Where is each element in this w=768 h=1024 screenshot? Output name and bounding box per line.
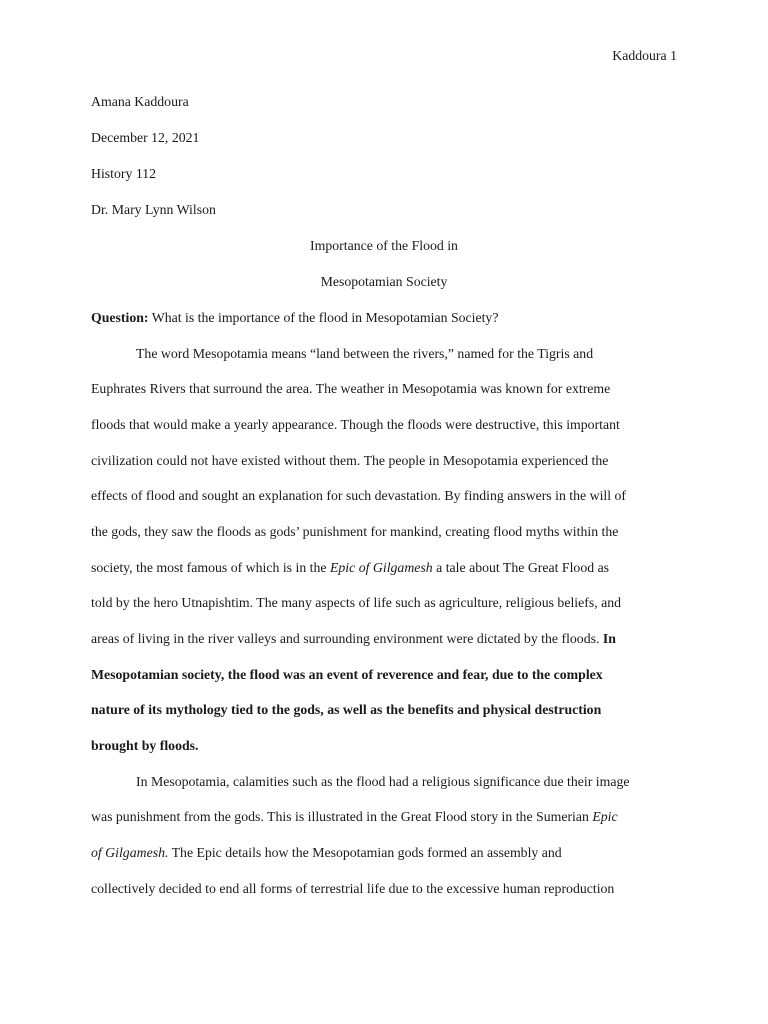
question-text: What is the importance of the flood in Mesopotamian Society?	[151, 310, 499, 325]
p1-line-2: Euphrates Rivers that surround the area. The weather in Mesopotamia was known for extreme	[91, 381, 611, 396]
p1-line-1: The word Mesopotamia means “land between the rivers,” named for the Tigris and	[136, 346, 594, 361]
thesis-line-3: brought by floods.	[91, 738, 199, 753]
p2-line-3-end: The Epic details how the Mesopotamian gods formed an assembly and	[168, 845, 562, 860]
p1-line-7	[91, 558, 679, 578]
p2-line-2	[91, 807, 679, 827]
book-title-part-1: Epic	[592, 809, 618, 824]
instructor-name: Dr. Mary Lynn Wilson	[91, 202, 216, 217]
title-line-1: Importance of the Flood in	[310, 238, 458, 253]
p1-line-7-end: a tale about The Great Flood as	[432, 560, 610, 575]
thesis-line-2: nature of its mythology tied to the gods, as well as the benefits and physical destruction	[91, 702, 602, 717]
thesis-start: In	[602, 631, 616, 646]
p1-line-7-start: society, the most famous of which is in the	[91, 560, 330, 575]
p1-line-4: civilization could not have existed without them. The people in Mesopotamia experienced the	[91, 453, 609, 468]
p1-line-8: told by the hero Utnapishtim. The many aspects of life such as agriculture, religious beliefs, and	[91, 595, 622, 610]
p1-line-6: the gods, they saw the floods as gods’ punishment for mankind, creating flood myths within the	[91, 524, 619, 539]
p2-line-1: In Mesopotamia, calamities such as the flood had a religious significance due their image	[136, 774, 630, 789]
submission-date: December 12, 2021	[91, 130, 200, 145]
title-line-2: Mesopotamian Society	[320, 274, 448, 289]
p1-line-5: effects of flood and sought an explanation for such devastation. By finding answers in the will of	[91, 488, 627, 503]
question-label: Question:	[91, 310, 149, 325]
book-title: Epic of Gilgamesh	[329, 560, 433, 575]
p2-line-3	[91, 843, 679, 863]
p2-line-2-start: was punishment from the gods. This is illustrated in the Great Flood story in the Sumerian	[91, 809, 593, 824]
p1-line-3: floods that would make a yearly appearance. Though the floods were destructive, this important	[91, 417, 620, 432]
thesis-line-1: Mesopotamian society, the flood was an event of reverence and fear, due to the complex	[91, 667, 603, 682]
book-title-part-2: of Gilgamesh.	[91, 845, 169, 860]
p1-line-9-start: areas of living in the river valleys and surrounding environment were dictated by the floods.	[91, 631, 603, 646]
course-name: History 112	[91, 166, 157, 181]
running-head: Kaddoura 1	[612, 48, 677, 63]
p2-line-4: collectively decided to end all forms of terrestrial life due to the excessive human reproduction	[91, 881, 615, 896]
research-question	[91, 308, 679, 328]
author-name: Amana Kaddoura	[91, 94, 189, 109]
p1-line-9	[91, 629, 679, 649]
